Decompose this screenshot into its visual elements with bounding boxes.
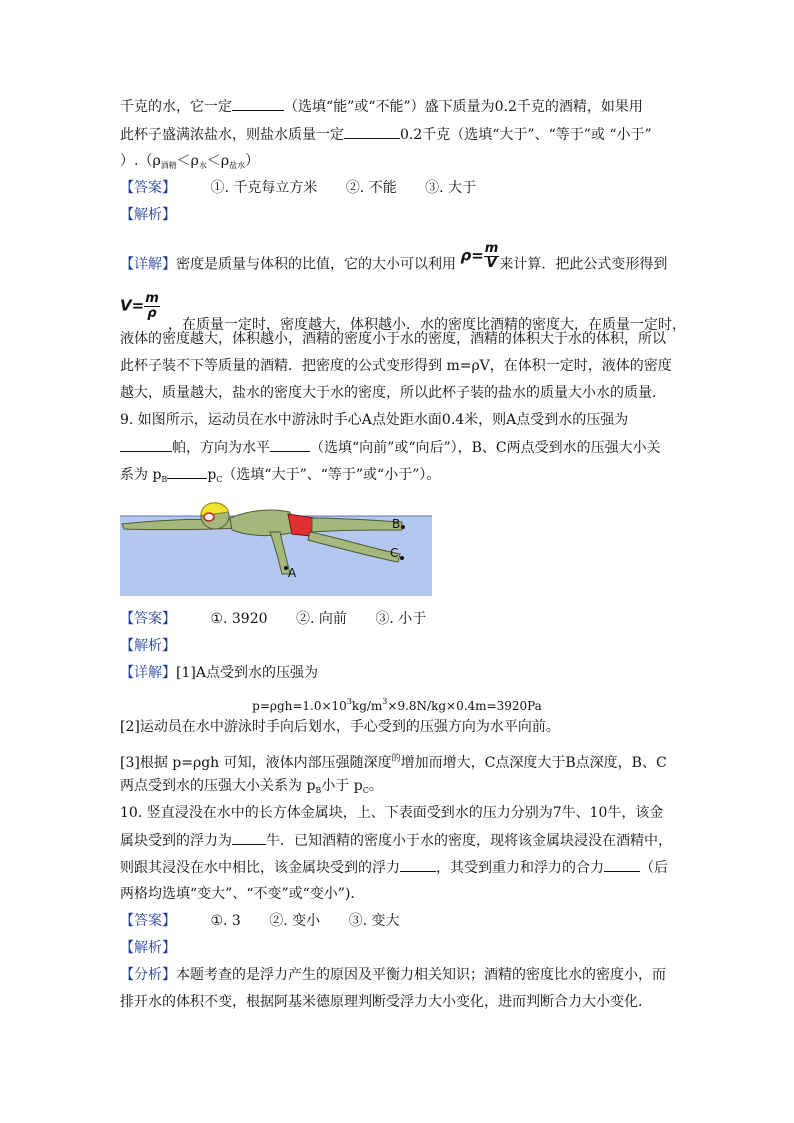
analysis-tag: 【解析】 [120, 940, 176, 956]
q8-text: ） [245, 153, 260, 169]
q9-line-1 [120, 410, 628, 430]
subscript: C [216, 475, 223, 484]
q10-line-3 [120, 857, 668, 878]
q9-text: 9. 如图所示，运动员在水中游泳时手心A点处距水面0.4米，则A点受到水的压强为 [120, 412, 629, 428]
q10-text: 本题考查的是浮力产生的原因及平衡力相关知识；酒精的密度比水的密度小，而 [176, 967, 666, 983]
swimmer-figure [120, 496, 432, 596]
q8-text: ＜ρ [176, 153, 199, 169]
answer-blank[interactable] [232, 830, 266, 845]
formula-part: p=ρgh=1.0×10 [252, 699, 347, 713]
q9-answer-row [120, 609, 426, 629]
q8-detail-line-4 [120, 356, 672, 376]
q8-analysis-tag [120, 205, 176, 225]
q8-text: （选填“能”或“不能”）盛下质量为0.2千克的酒精，如果用 [284, 99, 643, 115]
q8-text: 密度是质量与体积的比值，它的大小可以利用 [176, 256, 456, 273]
q9-detail-line-3 [120, 749, 667, 773]
subscript: 酒精 [160, 161, 177, 170]
q8-volume-formula [120, 292, 160, 321]
q9-detail-line-1 [120, 663, 318, 683]
superscript: 3 [382, 697, 388, 706]
q8-text: 越大，质量越大，盐水的密度大于水的密度，所以此杯子装的盐水的质量大小水的质量． [120, 385, 666, 401]
label-b: B [392, 517, 401, 531]
q9-text: 小于 p [321, 778, 363, 794]
q9-text: 。 [368, 778, 383, 794]
answer-blank[interactable] [400, 857, 436, 872]
answer-blank[interactable] [120, 437, 172, 452]
q10-line-2 [120, 830, 672, 851]
q8-text: 此杯子装不下等质量的酒精．把密度的公式变形得到 m=ρV，在体积一定时，液体的密度 [120, 358, 672, 374]
q10-text: ，其受到重力和浮力的合力 [436, 860, 604, 876]
answer-blank[interactable] [270, 437, 310, 452]
q9-pressure-formula [120, 692, 674, 716]
volume-symbol: V [120, 296, 132, 315]
subscript: B [315, 786, 322, 795]
q9-text: 增加而增大，C点深度大于B点深度，B、C [400, 755, 667, 771]
q9-text: （选填“向前”或“向后”），B、C两点受到水的压强大小关 [310, 440, 661, 456]
q9-text: [1]A点受到水的压强为 [176, 665, 318, 681]
q8-line-2 [120, 124, 652, 145]
q10-text: 牛．已知酒精的密度小于水的密度，现将该金属块浸没在酒精中， [266, 833, 672, 849]
q8-text: 千克的水，它一定 [120, 99, 232, 115]
answer-item: ③. 变大 [348, 913, 400, 929]
answer-blank[interactable] [232, 96, 284, 111]
q9-detail-line-2 [120, 717, 560, 737]
q8-detail-line-5 [120, 383, 666, 403]
numerator: m [145, 291, 159, 306]
label-c: C [390, 546, 399, 560]
density-formula [460, 242, 499, 271]
torso [230, 510, 295, 536]
detail-tag: 【详解】 [120, 665, 176, 681]
q8-line-1 [120, 96, 643, 117]
q8-text: 液体的密度越大，体积越小，酒精的密度小于水的密度，酒精的体积大于水的体积，所以 [120, 331, 666, 347]
q8-text: 来计算．把此公式变形得到 [499, 256, 668, 273]
q10-text: 排开水的体积不变，根据阿基米德原理判断受浮力大小变化，进而判断合力大小变化． [120, 994, 652, 1010]
answer-item: ①. 3 [210, 913, 241, 929]
q8-line-3 [120, 151, 259, 176]
q9-text: 帕，方向为水平 [172, 440, 270, 456]
fraction [144, 292, 160, 321]
equals-symbol: = [131, 296, 145, 315]
q9-text: p [207, 467, 217, 483]
point-c [400, 556, 404, 560]
q10-text: 两格均选填“变大”、“不变”或“变小”)． [120, 886, 365, 902]
q9-analysis-tag [120, 636, 176, 656]
answer-tag: 【答案】 [120, 913, 176, 929]
answer-blank[interactable] [604, 857, 640, 872]
q10-analysis-tag [120, 938, 176, 958]
q8-detail-line-3 [120, 329, 666, 349]
swimmer-illustration [120, 496, 432, 596]
answer-item: ②. 不能 [345, 180, 397, 196]
analysis-tag: 【解析】 [120, 207, 176, 223]
answer-tag: 【答案】 [120, 180, 176, 196]
subscript: 水 [198, 161, 207, 170]
analysis-sub-tag: 【分析】 [120, 967, 176, 983]
q8-detail-line-1 [120, 241, 668, 279]
q9-text: [3]根据 p=ρgh 可知，液体内部压强随深度 [120, 755, 392, 771]
answer-item: ①. 千克每立方米 [210, 180, 318, 196]
q10-line-1 [120, 803, 663, 823]
q9-text: 系为 p [120, 467, 162, 483]
answer-item: ①. 3920 [210, 611, 268, 627]
formula-part: kg/m [351, 699, 383, 713]
point-b [401, 525, 405, 529]
subscript: B [161, 475, 168, 484]
q10-answer-row [120, 911, 400, 931]
q8-text: ）.（ρ [120, 153, 161, 169]
q10-text: 则跟其浸没在水中相比，该金属块受到的浮力 [120, 860, 400, 876]
analysis-tag: 【解析】 [120, 638, 176, 654]
q10-analysis-line-1 [120, 965, 666, 985]
goggles [204, 513, 214, 521]
fraction [484, 242, 500, 271]
denominator: ρ [147, 306, 157, 321]
answer-blank[interactable] [344, 124, 400, 139]
q9-line-3 [120, 464, 440, 490]
label-a: A [288, 566, 297, 580]
q8-text: 0.2千克（选填“大于”、“等于”或 “小于” [400, 127, 652, 143]
equals-symbol: = [471, 246, 484, 265]
answer-item: ②. 变小 [269, 913, 321, 929]
superscript: 3 [346, 697, 352, 706]
answer-tag: 【答案】 [120, 611, 176, 627]
q9-text: 两点受到水的压强大小关系为 p [120, 778, 316, 794]
q8-answer-row [120, 178, 476, 198]
q10-text: 10. 竖直浸没在水中的长方体金属块，上、下表面受到水的压力分别为7牛、10牛，该金 [120, 805, 664, 821]
detail-tag: 【详解】 [120, 256, 176, 273]
answer-item: ③. 小于 [375, 611, 427, 627]
q9-detail-line-4 [120, 776, 383, 801]
rho-symbol: ρ [460, 246, 472, 265]
small-char: 的 [391, 754, 401, 764]
answer-item: ③. 大于 [425, 180, 477, 196]
q10-analysis-line-2 [120, 992, 652, 1012]
q10-line-4 [120, 884, 364, 904]
answer-blank[interactable] [167, 464, 207, 479]
subscript: C [362, 786, 369, 795]
q8-text: 此杯子盛满浓盐水，则盐水质量一定 [120, 127, 344, 143]
q9-line-2 [120, 437, 661, 458]
q10-text: （后 [640, 860, 668, 876]
denominator: V [486, 256, 497, 271]
subscript: 盐水 [229, 161, 246, 170]
q8-text: ，在质量一定时，密度越大，体积越小．水的密度比酒精的密度大，在质量一定时， [168, 317, 686, 333]
q9-text: [2]运动员在水中游泳时手向后划水，手心受到的压强方向为水平向前。 [120, 719, 560, 735]
q9-text: （选填“大于”、“等于”或“小于”）。 [222, 467, 441, 483]
numerator: m [484, 241, 499, 256]
answer-item: ②. 向前 [296, 611, 347, 627]
formula-part: ×9.8N/kg×0.4m=3920Pa [387, 699, 542, 713]
q8-text: ＜ρ [206, 153, 230, 169]
q10-text: 属块受到的浮力为 [120, 833, 232, 849]
